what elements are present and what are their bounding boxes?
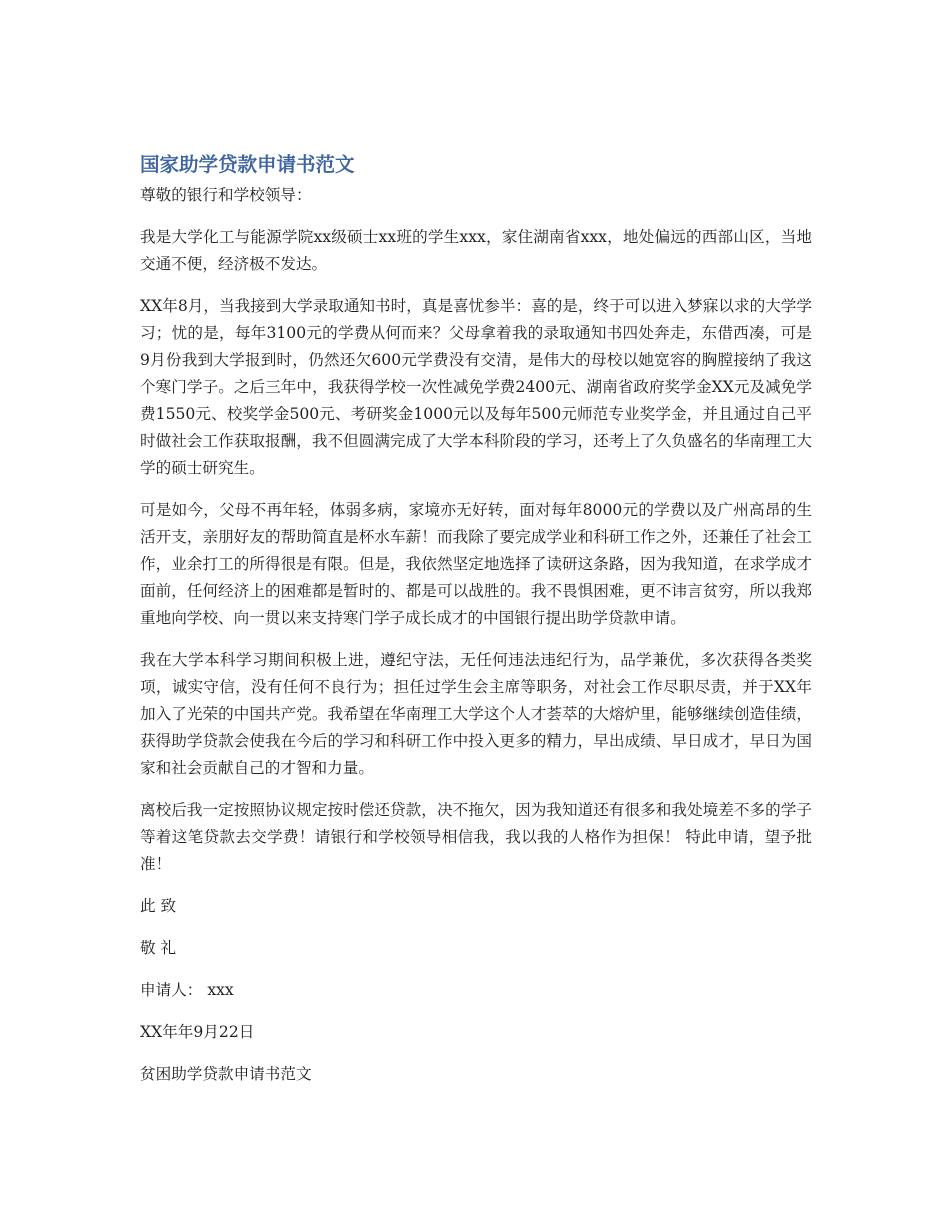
- paragraph-record: 我在大学本科学习期间积极上进，遵纪守法，无任何违法违纪行为，品学兼优，多次获得各类奖项，诚实守信，没有任何不良行为；担任过学生会主席等职务，对社会工作尽职尽责，并于XX年加入了光荣的中国共产党。我希望在华南理工大学这个人才荟萃的大熔炉里，能够继续创造佳绩，获得助学贷款会使我在今后的学习和科研工作中投入更多的精力，早出成绩、早日成才，早日为国家和社会贡献自己的才智和力量。: [140, 651, 812, 777]
- closing-jingli: 敬 礼: [140, 939, 177, 957]
- paragraph-hardship: 可是如今，父母不再年轻，体弱多病，家境亦无好转，面对每年8000元的学费以及广州高昂的生活开支，亲朋好友的帮助简直是杯水车薪！而我除了要完成学业和科研工作之外，还兼任了社会工作，业余打工的所得很是有限。但是，我依然坚定地选择了读研这条路，因为我知道，在求学成才面前，任何经济上的困难都是暂时的、都是可以战胜的。我不畏惧困难，更不讳言贫穷，所以我郑重地向学校、向一贯以来支持寒门学子成长成才的中国银行提出助学贷款申请。: [140, 501, 812, 627]
- applicant-signature: 申请人： xxx: [140, 981, 234, 999]
- salutation: 尊敬的银行和学校领导：: [140, 186, 312, 204]
- closing-cizhi: 此 致: [140, 897, 177, 915]
- paragraph-intro: 我是大学化工与能源学院xx级硕士xx班的学生xxx，家住湖南省xxx，地处偏远的西部山区，当地交通不便，经济极不发达。: [140, 228, 812, 273]
- document-page: [140, 148, 812, 1103]
- paragraph-admission: XX年8月，当我接到大学录取通知书时，真是喜忧参半：喜的是，终于可以进入梦寐以求的大学学习；忧的是，每年3100元的学费从何而来？父母拿着我的录取通知书四处奔走，东借西凑，可是9月份我到大学报到时，仍然还欠600元学费没有交清，是伟大的母校以她宽容的胸膛接纳了我这个寒门学子。之后三年中，我获得学校一次性减免学费2400元、湖南省政府奖学金XX元及减免学费1550元、校奖学金500元、考研奖金1000元以及每年500元师范专业奖学金，并且通过自己平时做社会工作获取报酬，我不但圆满完成了大学本科阶段的学习，还考上了久负盛名的华南理工大学的硕士研究生。: [140, 297, 812, 477]
- paragraph-promise: 离校后我一定按照协议规定按时偿还贷款，决不拖欠，因为我知道还有很多和我处境差不多的学子等着这笔贷款去交学费！请银行和学校领导相信我，我以我的人格作为担保！ 特此申请，望予批准！: [140, 801, 812, 873]
- footer-title: 贫困助学贷款申请书范文: [140, 1065, 312, 1083]
- application-date: XX年年9月22日: [140, 1023, 255, 1041]
- document-title: 国家助学贷款申请书范文: [140, 153, 355, 176]
